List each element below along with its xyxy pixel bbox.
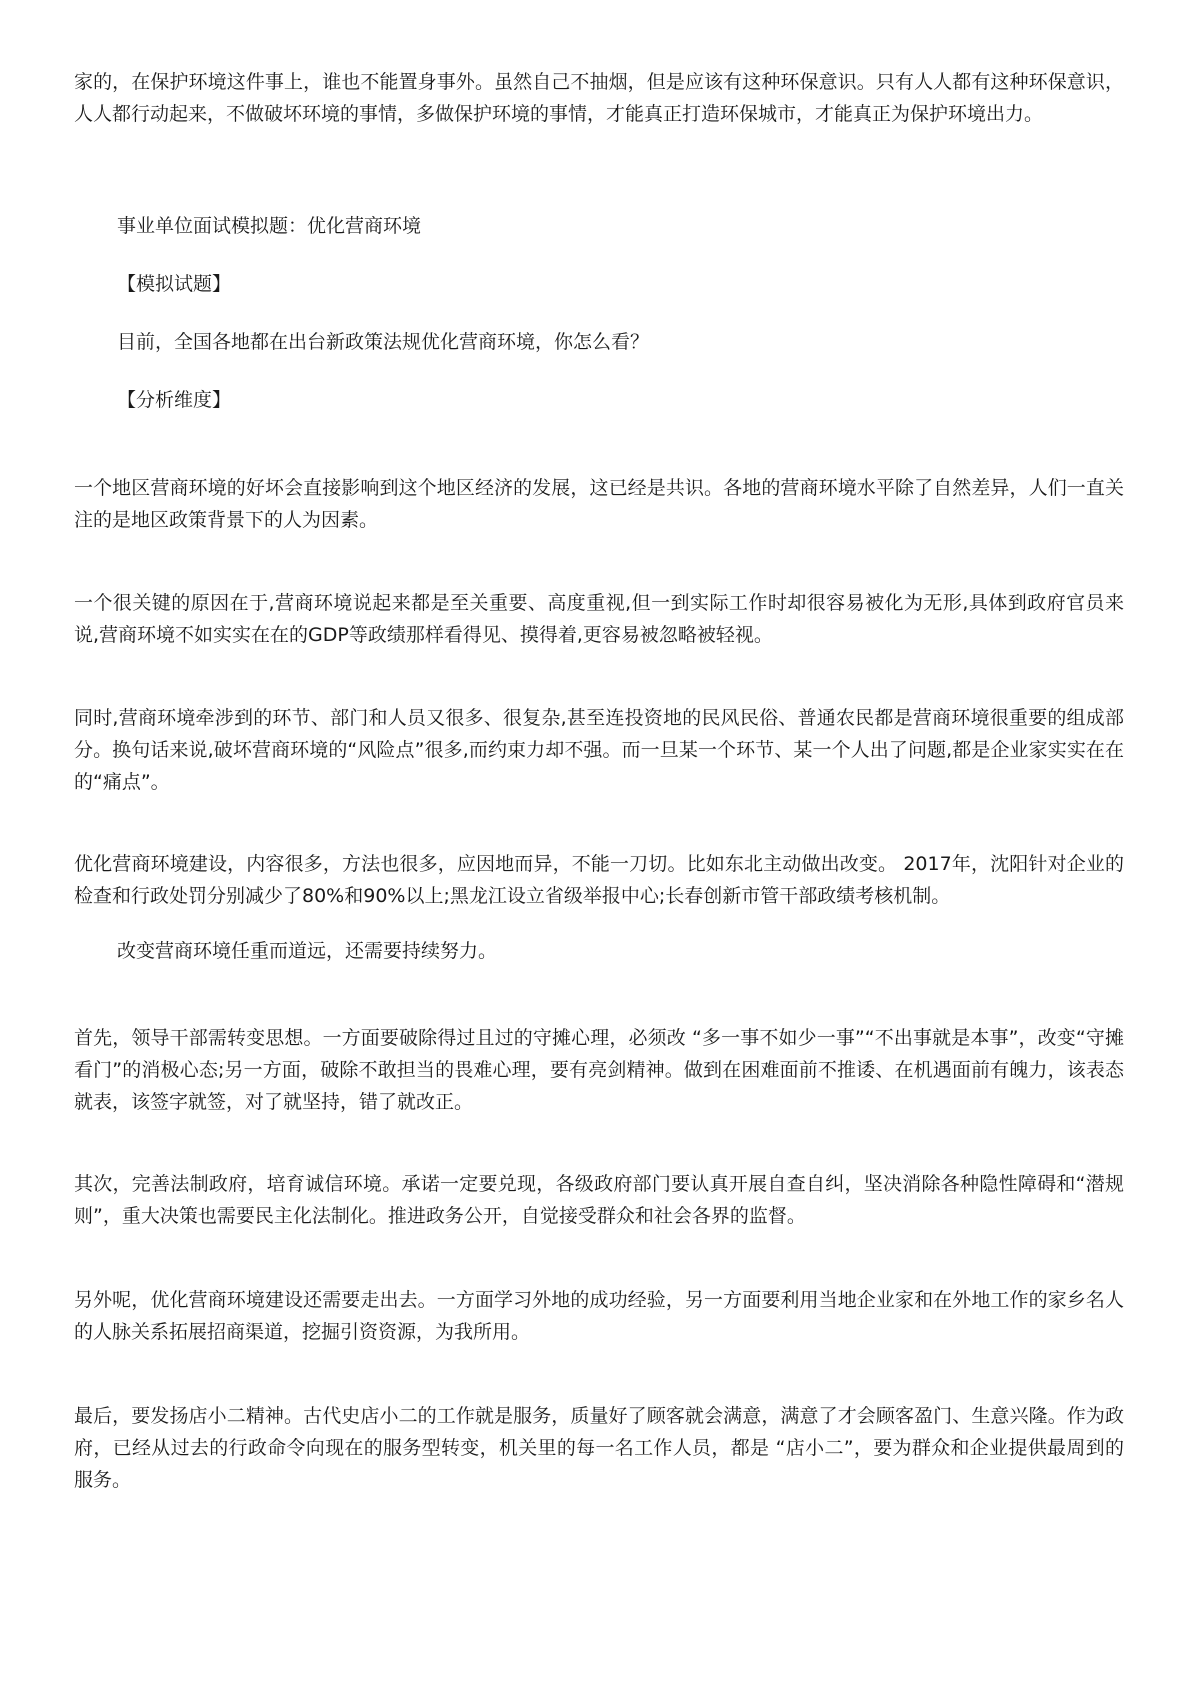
paragraph-analysis-4: 优化营商环境建设，内容很多，方法也很多，应因地而异，不能一刀切。比如东北主动做出改变。 2017年，沈阳针对企业的检查和行政处罚分别减少了80%和90%以上;黑龙江设立省级举报中心;长春创新市管干部政绩考核机制。 [74, 853, 1124, 907]
paragraph-analysis-1: 一个地区营商环境的好坏会直接影响到这个地区经济的发展，这已经是共识。各地的营商环境水平除了自然差异，人们一直关注的是地区政策背景下的人为因素。 [74, 477, 1124, 531]
paragraph-analysis-2: 一个很关键的原因在于,营商环境说起来都是至关重要、高度重视,但一到实际工作时却很容易被化为无形,具体到政府官员来说,营商环境不如实实在在的GDP等政绩那样看得见、摸得着,更容易被忽略被轻视。 [74, 592, 1124, 646]
heading-analysis: 【分析维度】 [117, 389, 232, 411]
paragraph-transition: 改变营商环境任重而道远，还需要持续努力。 [117, 940, 498, 962]
paragraph-second: 其次，完善法制政府，培育诚信环境。承诺一定要兑现，各级政府部门要认真开展自查自纠，坚决消除各种隐性障碍和“潜规则”，重大决策也需要民主化法制化。推进政务公开，自觉接受群众和社会各界的监督。 [74, 1173, 1124, 1227]
paragraph-third: 另外呢，优化营商环境建设还需要走出去。一方面学习外地的成功经验，另一方面要利用当地企业家和在外地工作的家乡名人的人脉关系拓展招商渠道，挖掘引资资源，为我所用。 [74, 1289, 1124, 1343]
section-title: 事业单位面试模拟题：优化营商环境 [117, 215, 422, 237]
question-text: 目前，全国各地都在出台新政策法规优化营商环境，你怎么看？ [117, 331, 650, 353]
heading-mock-question: 【模拟试题】 [117, 273, 232, 295]
paragraph-first: 首先，领导干部需转变思想。一方面要破除得过且过的守摊心理，必须改 “多一事不如少一事”“不出事就是本事”，改变“守摊看门”的消极心态;另一方面，破除不敢担当的畏难心理，要有亮剑精神。做到在困难面前不推诿、在机遇面前有魄力，该表态就表，该签字就签，对了就坚持，错了就改正。 [74, 1027, 1124, 1113]
paragraph-analysis-3: 同时,营商环境牵涉到的环节、部门和人员又很多、很复杂,甚至连投资地的民风民俗、普通农民都是营商环境很重要的组成部分。换句话来说,破坏营商环境的“风险点”很多,而约束力却不强。而一旦某一个环节、某一个人出了问题,都是企业家实实在在的“痛点”。 [74, 707, 1124, 793]
paragraph-intro-continuation: 家的，在保护环境这件事上，谁也不能置身事外。虽然自己不抽烟，但是应该有这种环保意识。只有人人都有这种环保意识，人人都行动起来，不做破坏环境的事情，多做保护环境的事情，才能真正打造环保城市，才能真正为保护环境出力。 [74, 71, 1124, 125]
paragraph-finally: 最后，要发扬店小二精神。古代史店小二的工作就是服务，质量好了顾客就会满意，满意了才会顾客盈门、生意兴隆。作为政府，已经从过去的行政命令向现在的服务型转变，机关里的每一名工作人员，都是 “店小二”，要为群众和企业提供最周到的服务。 [74, 1405, 1124, 1491]
